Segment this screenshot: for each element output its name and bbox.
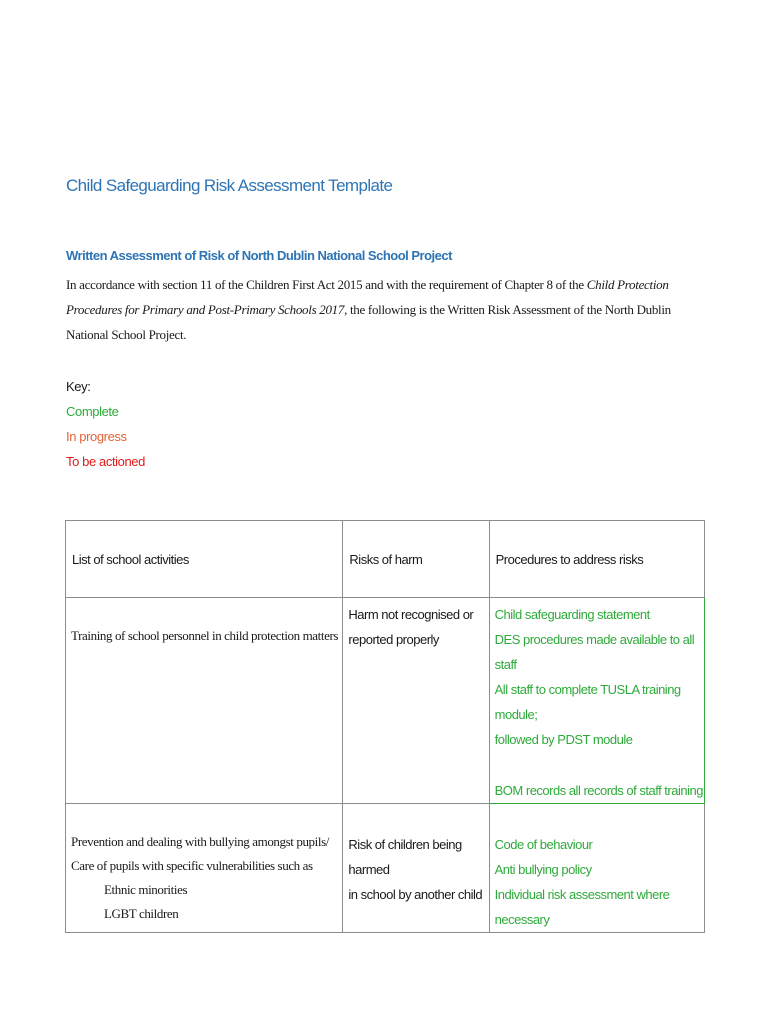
- risk-cell: [343, 598, 489, 804]
- procedure-cell: [489, 598, 704, 804]
- procedure-line: All staff to complete TUSLA training module;: [494, 682, 681, 722]
- procedure-line: DES procedures made available to all staff: [494, 632, 695, 672]
- table-row: [66, 804, 705, 933]
- procedure-line: Code of behaviour: [494, 837, 593, 852]
- procedure-line: followed by PDST module: [494, 732, 633, 747]
- header-activities: List of school activities: [66, 521, 343, 598]
- activity-sub-line: Ethnic minorities: [104, 882, 188, 897]
- key-in-progress: In progress: [66, 429, 127, 444]
- risk-cell: [343, 804, 489, 933]
- intro-italic-procedures: Child Protection Procedures for Primary and Post-Primary Schools 2017: [66, 277, 669, 317]
- table-header-row: [66, 521, 705, 598]
- header-risks: Risks of harm: [343, 521, 489, 598]
- activity-line: Care of pupils with specific vulnerabilities such as: [71, 858, 313, 873]
- table-row: [66, 598, 705, 804]
- intro-text-1: In accordance with section 11 of the Children First Act 2015 and with the requirement of Chapter 8 of the: [66, 277, 587, 292]
- activity-cell: [66, 804, 343, 933]
- key-label: Key:: [66, 379, 91, 394]
- procedure-line: BOM records all records of staff training: [494, 783, 703, 798]
- risk-line: in school by another child: [348, 887, 483, 902]
- document-title: Child Safeguarding Risk Assessment Template: [66, 176, 393, 195]
- key-complete: Complete: [66, 404, 119, 419]
- risk-line: Risk of children being harmed: [348, 837, 462, 877]
- procedure-line: Child safeguarding statement: [494, 607, 650, 622]
- status-key: [66, 374, 145, 474]
- procedure-line: Anti bullying policy: [494, 862, 592, 877]
- activity-cell: [66, 598, 343, 804]
- intro-paragraph: [66, 272, 716, 347]
- risk-line: Harm not recognised or: [348, 607, 474, 622]
- activity-line: Training of school personnel in child protection matters: [71, 628, 339, 643]
- procedure-cell: [489, 804, 704, 933]
- intro-text-2: , the following is the Written Risk Assessment of the North Dublin National School Project.: [66, 302, 671, 342]
- activity-sub-line: LGBT children: [104, 906, 179, 921]
- risk-line: reported properly: [348, 632, 439, 647]
- document-subtitle: Written Assessment of Risk of North Dublin National School Project: [66, 248, 452, 263]
- procedure-line: Individual risk assessment where necessary: [494, 887, 670, 927]
- activity-line: Prevention and dealing with bullying amongst pupils/: [71, 834, 329, 849]
- key-to-be-actioned: To be actioned: [66, 454, 145, 469]
- header-procedures: Procedures to address risks: [489, 521, 704, 598]
- risk-assessment-table: [65, 520, 705, 933]
